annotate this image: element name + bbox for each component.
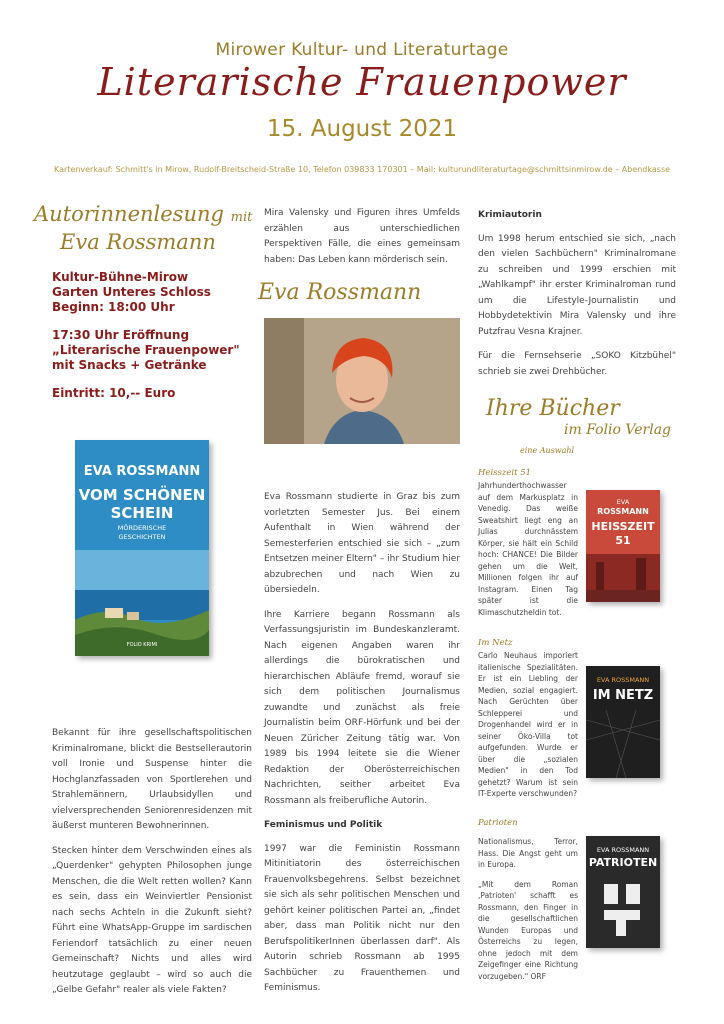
book-title-patrioten: Patrioten	[478, 818, 518, 828]
feminism-para: 1997 war die Feministin Rossmann Mitinitiatorin des österreichischen Frauenvolksbegehrens. Selbst bezeichnet sie sich als sehr politischen Menschen und gehört keiner politischen Partei an, „findet aber, dass man Politik nicht nur den BerufspolitikerInnen überlassen darf". Als Autorin schrieb Rossmann ab 1995 Sachbücher zu Frauenthemen und Feminismus.	[264, 843, 460, 993]
patrioten-text-1: Nationalismus, Terror, Hass. Die Angst geht um in Europa.	[478, 837, 578, 869]
page-title: Literarische Frauenpower	[97, 60, 627, 104]
cover-title-1: VOM SCHÖNEN	[78, 486, 206, 504]
reading-heading-mit: mit	[230, 210, 253, 225]
bio-para-1: Eva Rossmann studierte in Graz bis zum vorletzten Semester Jus. Bei einem Aufenthalt in Wien während der Semesterferien entschied sie sich – „zum Entsetzen meiner Eltern" – ihr Studium hier abzubrechen und nach Wien zu übersiedeln.	[264, 492, 460, 595]
venue-name: Kultur-Bühne-Mirow	[52, 270, 189, 284]
book-cover-im-netz	[586, 666, 660, 778]
cover-number: 51	[615, 534, 631, 547]
books-heading: Ihre Bücher	[486, 396, 620, 421]
cover-author: EVA	[616, 498, 630, 506]
author-portrait-image	[264, 318, 460, 444]
cover-venice-image	[586, 554, 660, 602]
reading-heading-text: Autorinnenlesung	[34, 202, 224, 226]
bio-para-2: Ihre Karriere begann Rossmann als Verfassungsjuristin im Bundeskanzleramt. Nach eigenen Angaben waren ihr allerdings die bürokratischen und hierarchischen Abläufe fremd, worauf sie sich dem politischen Journalismus zuwandte und zunächst als freie Journalistin beim ORF-Hörfunk und bei der Neuen Züricher Zeitung tätig war. Von 1989 bis 1994 leitete sie die Wiener Redaktion der Oberösterreichischen Nachrichten, seither arbeitet Eva Rossmann als freiberufliche Autorin.	[264, 609, 460, 806]
reading-author: Eva Rossmann	[60, 230, 216, 254]
crime-author-heading: Krimiautorin	[478, 210, 542, 220]
description-para-2: Stecken hinter dem Verschwinden eines als „Querdenker" gehypten Philosophen junge Menschen, die die Welt retten wollen? Kann es sein, dass ein Weinviertler Pensionist nach sechs Achteln in die Zukunft sieht? Führt eine WhatsApp-Gruppe im sardischen Feriendorf tatsächlich zu einer neuen Gemeinschaft? Nichts und alles wird heutzutage geglaubt – wird so auch die „Gelbe Gefahr" realer als viele Fakten?	[52, 845, 252, 995]
cover-subtitle-1: MÖRDERISCHE	[117, 524, 167, 532]
book-cover-patrioten	[586, 836, 660, 948]
intro-text: Mira Valensky und Figuren ihres Umfelds erzählen aus unterschiedlichen Perspektiven Fälle, die eines gemeinsam haben: Das Leben kann mörderisch sein.	[264, 208, 460, 265]
crime-para-2: Für die Fernsehserie „SOKO Kitzbühel" schrieb sie zwei Drehbücher.	[478, 351, 676, 377]
cover-author: EVA ROSSMANN	[596, 676, 650, 684]
cover-symbol-image	[586, 876, 660, 948]
book-text-patrioten	[478, 836, 578, 982]
entry-price: Eintritt: 10,-- Euro	[52, 386, 176, 400]
festival-subtitle: Mirower Kultur- und Literaturtage	[215, 40, 509, 60]
crime-para-1: Um 1998 herum entschied sie sich, „nach den vielen Sachbüchern" Kriminalromane zu schreiben und 1999 erschien mit „Wahlkampf" ihr erster Kriminalroman rund um die Lifestyle-Journalistin und Hobbydetektivin Mira Valensky und ihre Putzfrau Vesna Krajner.	[478, 233, 676, 337]
cover-author-2: ROSSMANN	[597, 507, 649, 516]
books-selection: eine Auswahl	[520, 446, 575, 455]
cover-landscape-image	[75, 550, 209, 656]
reading-heading	[34, 202, 252, 226]
patrioten-text-2: „Mit dem Roman ‚Patrioten' schafft es Rossmann, den Finger in die gesellschaftlichen Wunden Europas und Österreichs zu legen, ohne jedoch mit dem Zeigefinger eine Richtung vorzugeben." ORF	[478, 879, 578, 981]
cover-subtitle-2: GESCHICHTEN	[118, 533, 166, 541]
cover-title: HEISSZEIT	[591, 520, 655, 533]
books-publisher: im Folio Verlag	[564, 422, 672, 438]
crime-author-section	[478, 208, 676, 389]
begin-time: Beginn: 18:00 Uhr	[52, 300, 175, 314]
cover-author: EVA ROSSMANN	[596, 846, 650, 854]
book-title-im-netz: Im Netz	[478, 638, 513, 648]
book-description	[52, 726, 252, 1008]
opening-name: „Literarische Frauenpower"	[52, 343, 240, 357]
cover-author: EVA ROSSMANN	[83, 464, 201, 479]
cover-net-image	[586, 710, 660, 778]
venue-place: Garten Unteres Schloss	[52, 285, 211, 299]
book-cover-heisszeit	[586, 490, 660, 602]
book-text-heisszeit: Jahrhunderthochwasser auf dem Markusplatz in Venedig. Das weiße Sweatshirt liegt eng an Julias durchnässtem Körper, sie hält ein Schild hoch: CHANCE! Die Bilder gehen um die Welt, Millionen folgen ihr auf Instagram. Einen Tag später ist die Klimaschutzheldin tot.	[478, 481, 578, 617]
biography	[264, 490, 460, 1006]
cover-title: IM NETZ	[592, 688, 654, 703]
ticket-info: Kartenverkauf: Schmitt's in Mirow, Rudolf-Breitscheid-Straße 10, Telefon 039833 170301 – Mail: kulturundliteraturtage@schmittsinmirow.de – Abendkasse	[53, 165, 671, 174]
description-para-1: Bekannt für ihre gesellschaftspolitischen Kriminalromane, blickt die Bestsellerautorin voll Ironie und Suspense hinter die Hochglanzfassaden von Sportlerehen und Strahlemännern, Urlaubsidyllen und vielversprechenden Seniorenresidenzen mit äußerst munteren Bewohnerinnen.	[52, 728, 252, 831]
venue-info	[52, 270, 252, 414]
cover-title-2: SCHEIN	[110, 504, 174, 522]
book-text-im-netz: Carlo Neuhaus imporiert italienische Spezialitäten. Er ist ein Liebling der Medien, sozial engagiert. Nach Gerüchten über Schlepperei und Drogenhandel wird er in seiner Öko-Villa tot aufgefunden. Wurde er über die „sozialen Medien" in den Tod gehetzt? Warum ist sein IT-Experte verschwunden?	[478, 651, 578, 798]
feminism-heading: Feminismus und Politik	[264, 820, 383, 830]
book-title-heisszeit: Heisszeit 51	[478, 468, 532, 478]
opening-time: 17:30 Uhr Eröffnung	[52, 328, 190, 342]
cover-publisher: FOLIO KRIMI	[126, 642, 158, 648]
book-cover-vom-schoenen-schein	[75, 440, 209, 656]
author-signature: Eva Rossmann	[258, 280, 422, 305]
cover-title: PATRIOTEN	[588, 856, 658, 869]
opening-extra: mit Snacks + Getränke	[52, 358, 207, 372]
event-date: 15. August 2021	[266, 116, 458, 142]
author-photo	[264, 318, 460, 444]
